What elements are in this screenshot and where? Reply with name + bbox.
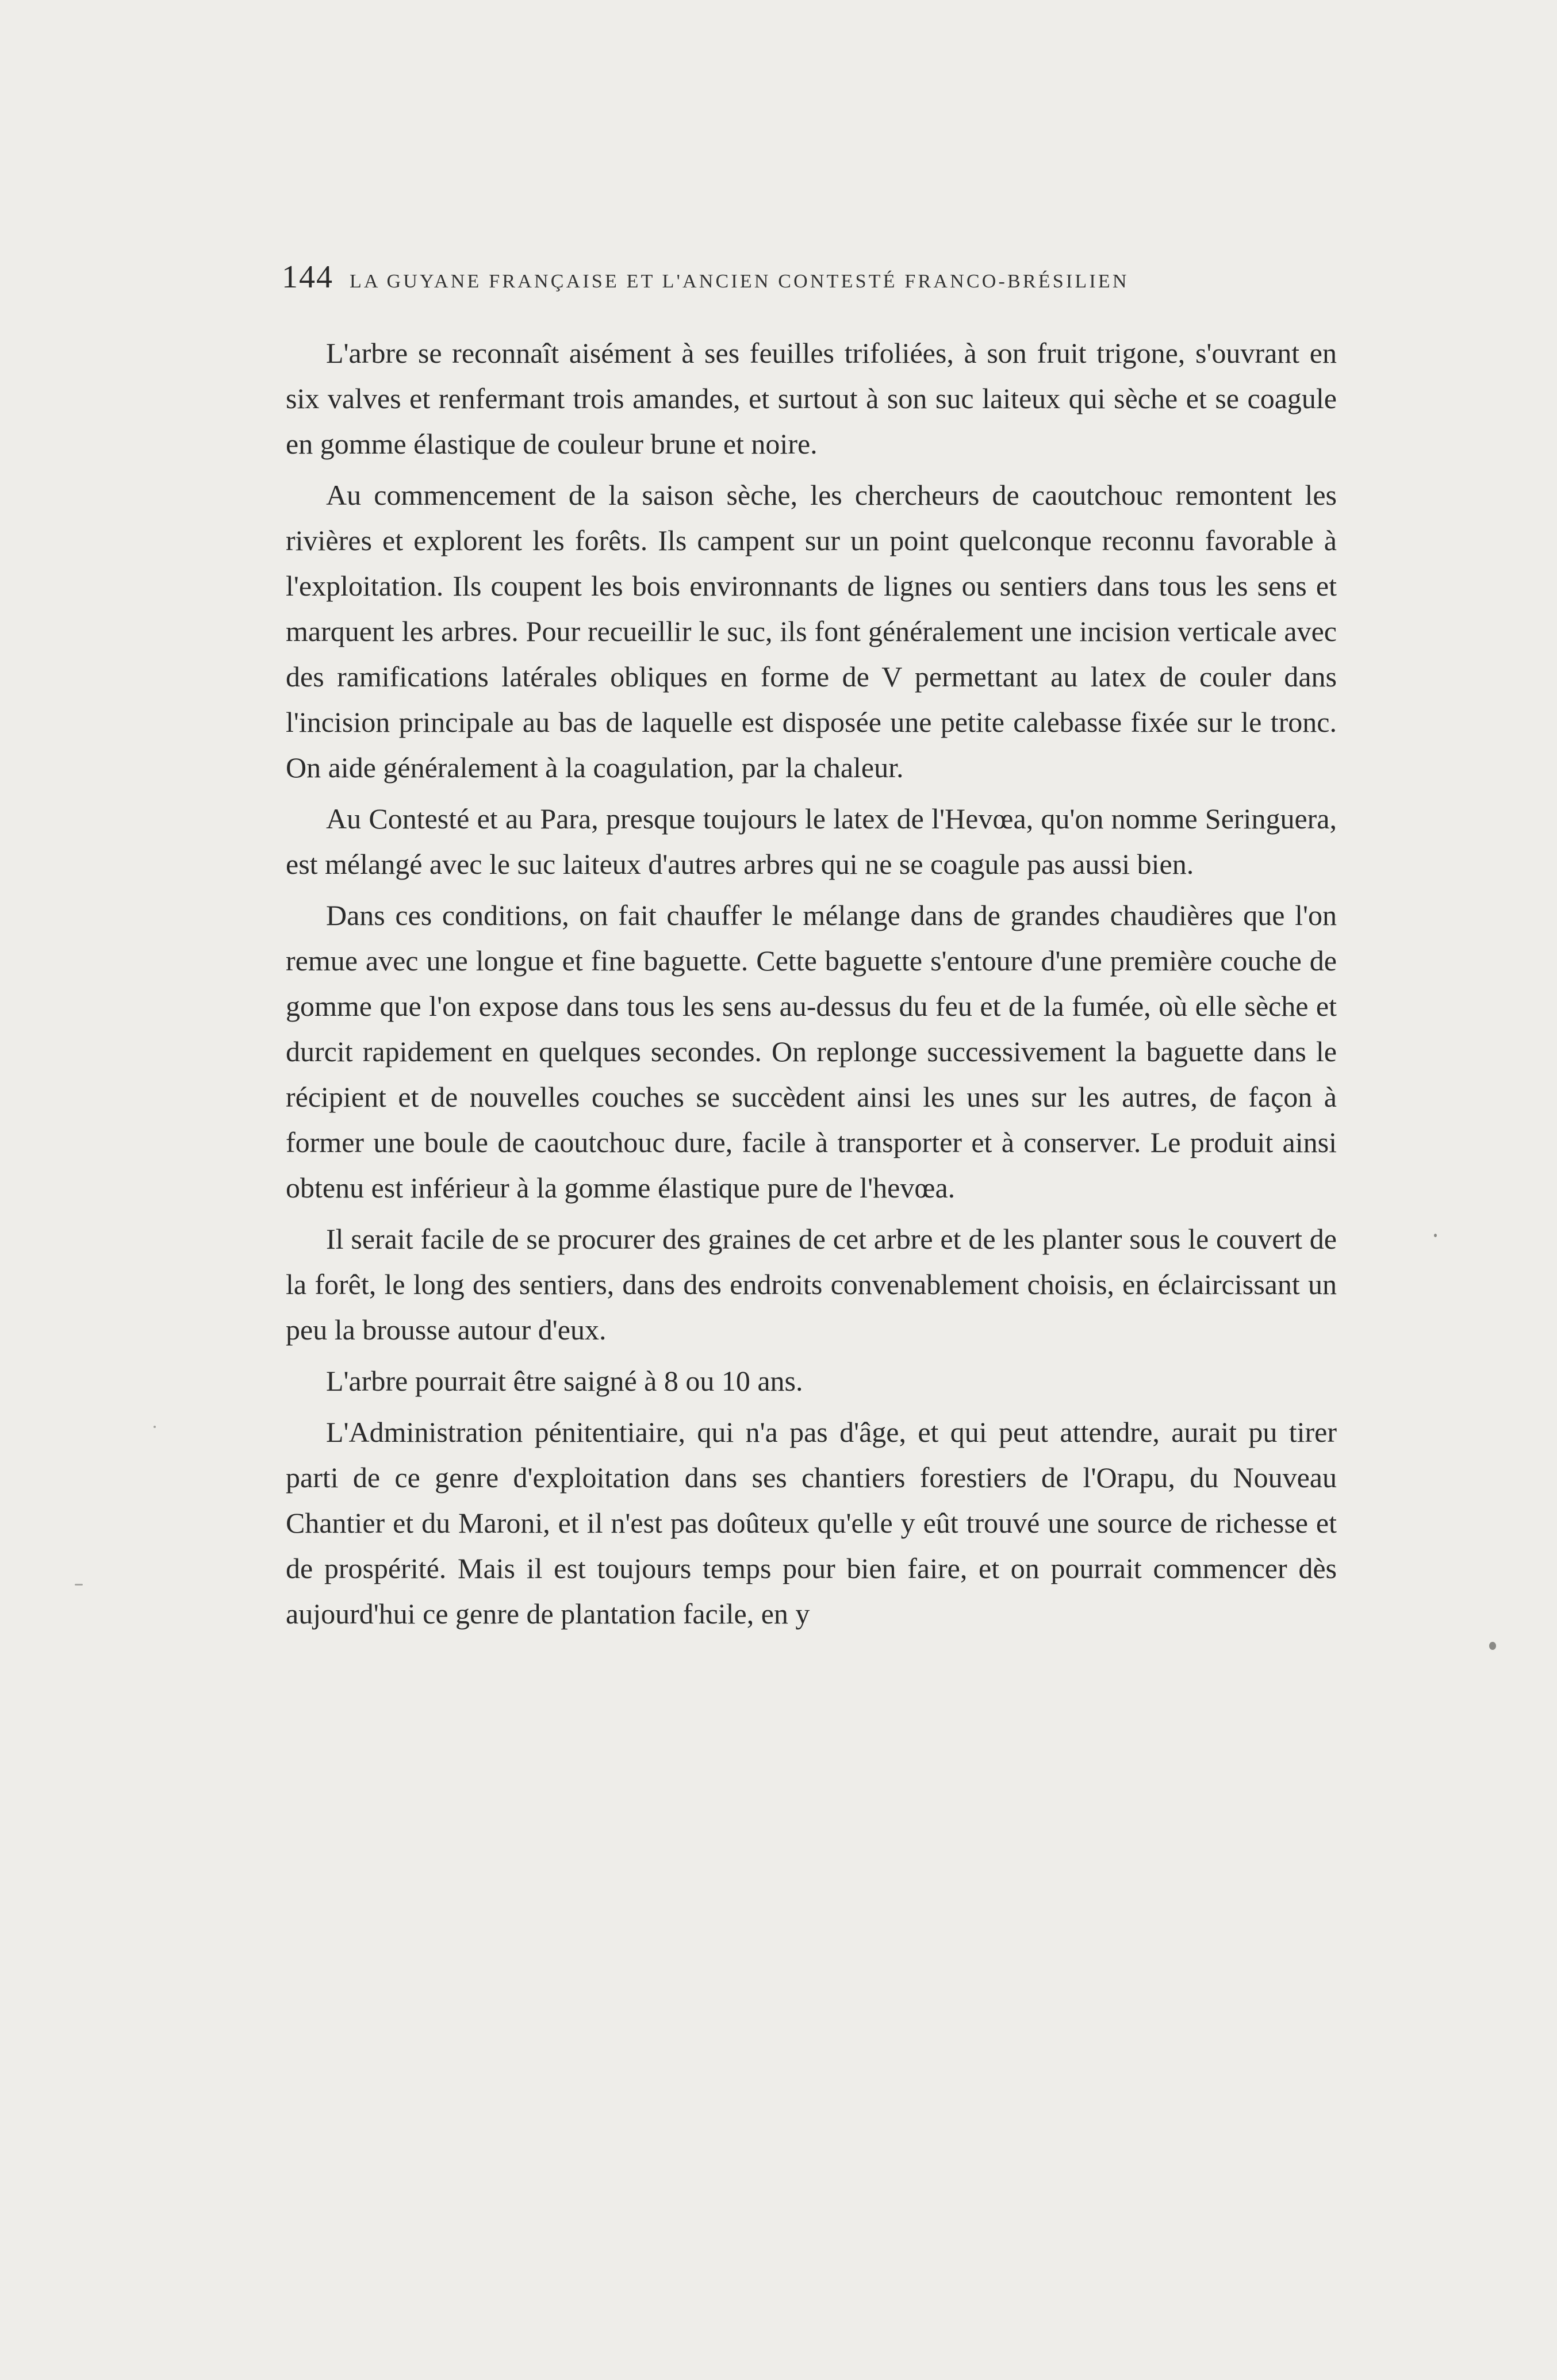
- page-number: 144: [282, 259, 333, 295]
- running-title: LA GUYANE FRANÇAISE ET L'ANCIEN CONTESTÉ FRANCO-BRÉSILIEN: [350, 271, 1129, 292]
- paragraph-6: L'arbre pourrait être saigné à 8 ou 10 ans.: [326, 1365, 803, 1397]
- paper-speck: [75, 1584, 83, 1586]
- paper-speck: [1489, 1642, 1496, 1650]
- paragraph-2: Au commencement de la saison sèche, les chercheurs de caoutchouc remontent les rivières et explorent les forêts. Ils campent sur un point quelconque reconnu favorable à l'exploitation. Ils coupent les bois environnants de lignes ou sentiers dans tous les sens et marquent les arbres. Pour recueillir le suc, ils font généralement une incision verticale avec des ramifications latérales obliques en forme de V permettant au latex de couler dans l'incision principale au bas de laquelle est disposée une petite calebasse fixée sur le tronc. On aide généralement à la coagulation, par la chaleur.: [286, 479, 1337, 784]
- paragraph-4: Dans ces conditions, on fait chauffer le mélange dans de grandes chaudières que l'on remue avec une longue et fine baguette. Cette baguette s'entoure d'une première couche de gomme que l'on expose dans tous les sens au-dessus du feu et de la fumée, où elle sèche et durcit rapidement en quelques secondes. On replonge successivement la baguette dans le récipient et de nouvelles couches se succèdent ainsi les unes sur les autres, de façon à former une boule de caoutchouc dure, facile à transporter et à conserver. Le produit ainsi obtenu est inférieur à la gomme élastique pure de l'hevœa.: [286, 899, 1337, 1204]
- paragraph-5: Il serait facile de se procurer des graines de cet arbre et de les planter sous le couvert de la forêt, le long des sentiers, dans des endroits convenablement choisis, en éclaircissant un peu la brousse autour d'eux.: [286, 1223, 1337, 1346]
- running-head: [282, 259, 1334, 299]
- paragraph-7: L'Administration pénitentiaire, qui n'a pas d'âge, et qui peut attendre, aurait pu tirer parti de ce genre d'exploitation dans ses chantiers forestiers de l'Orapu, du Nouveau Chantier et du Maroni, et il n'est pas doûteux qu'elle y eût trouvé une source de richesse et de prospérité. Mais il est toujours temps pour bien faire, et on pourrait commencer dès aujourd'hui ce genre de plantation facile, en y: [286, 1416, 1337, 1630]
- paragraph-3: Au Contesté et au Para, presque toujours le latex de l'Hevœa, qu'on nomme Seringuera, est mélangé avec le suc laiteux d'autres arbres qui ne se coagule pas aussi bien.: [286, 803, 1337, 880]
- paragraph-1: L'arbre se reconnaît aisément à ses feuilles trifoliées, à son fruit trigone, s'ouvrant en six valves et renfermant trois amandes, et surtout à son suc laiteux qui sèche et se coagule en gomme élastique de couleur brune et noire.: [286, 337, 1337, 460]
- body-text: [286, 331, 1337, 1642]
- paper-speck: [154, 1426, 156, 1428]
- paper-speck: [1434, 1234, 1437, 1237]
